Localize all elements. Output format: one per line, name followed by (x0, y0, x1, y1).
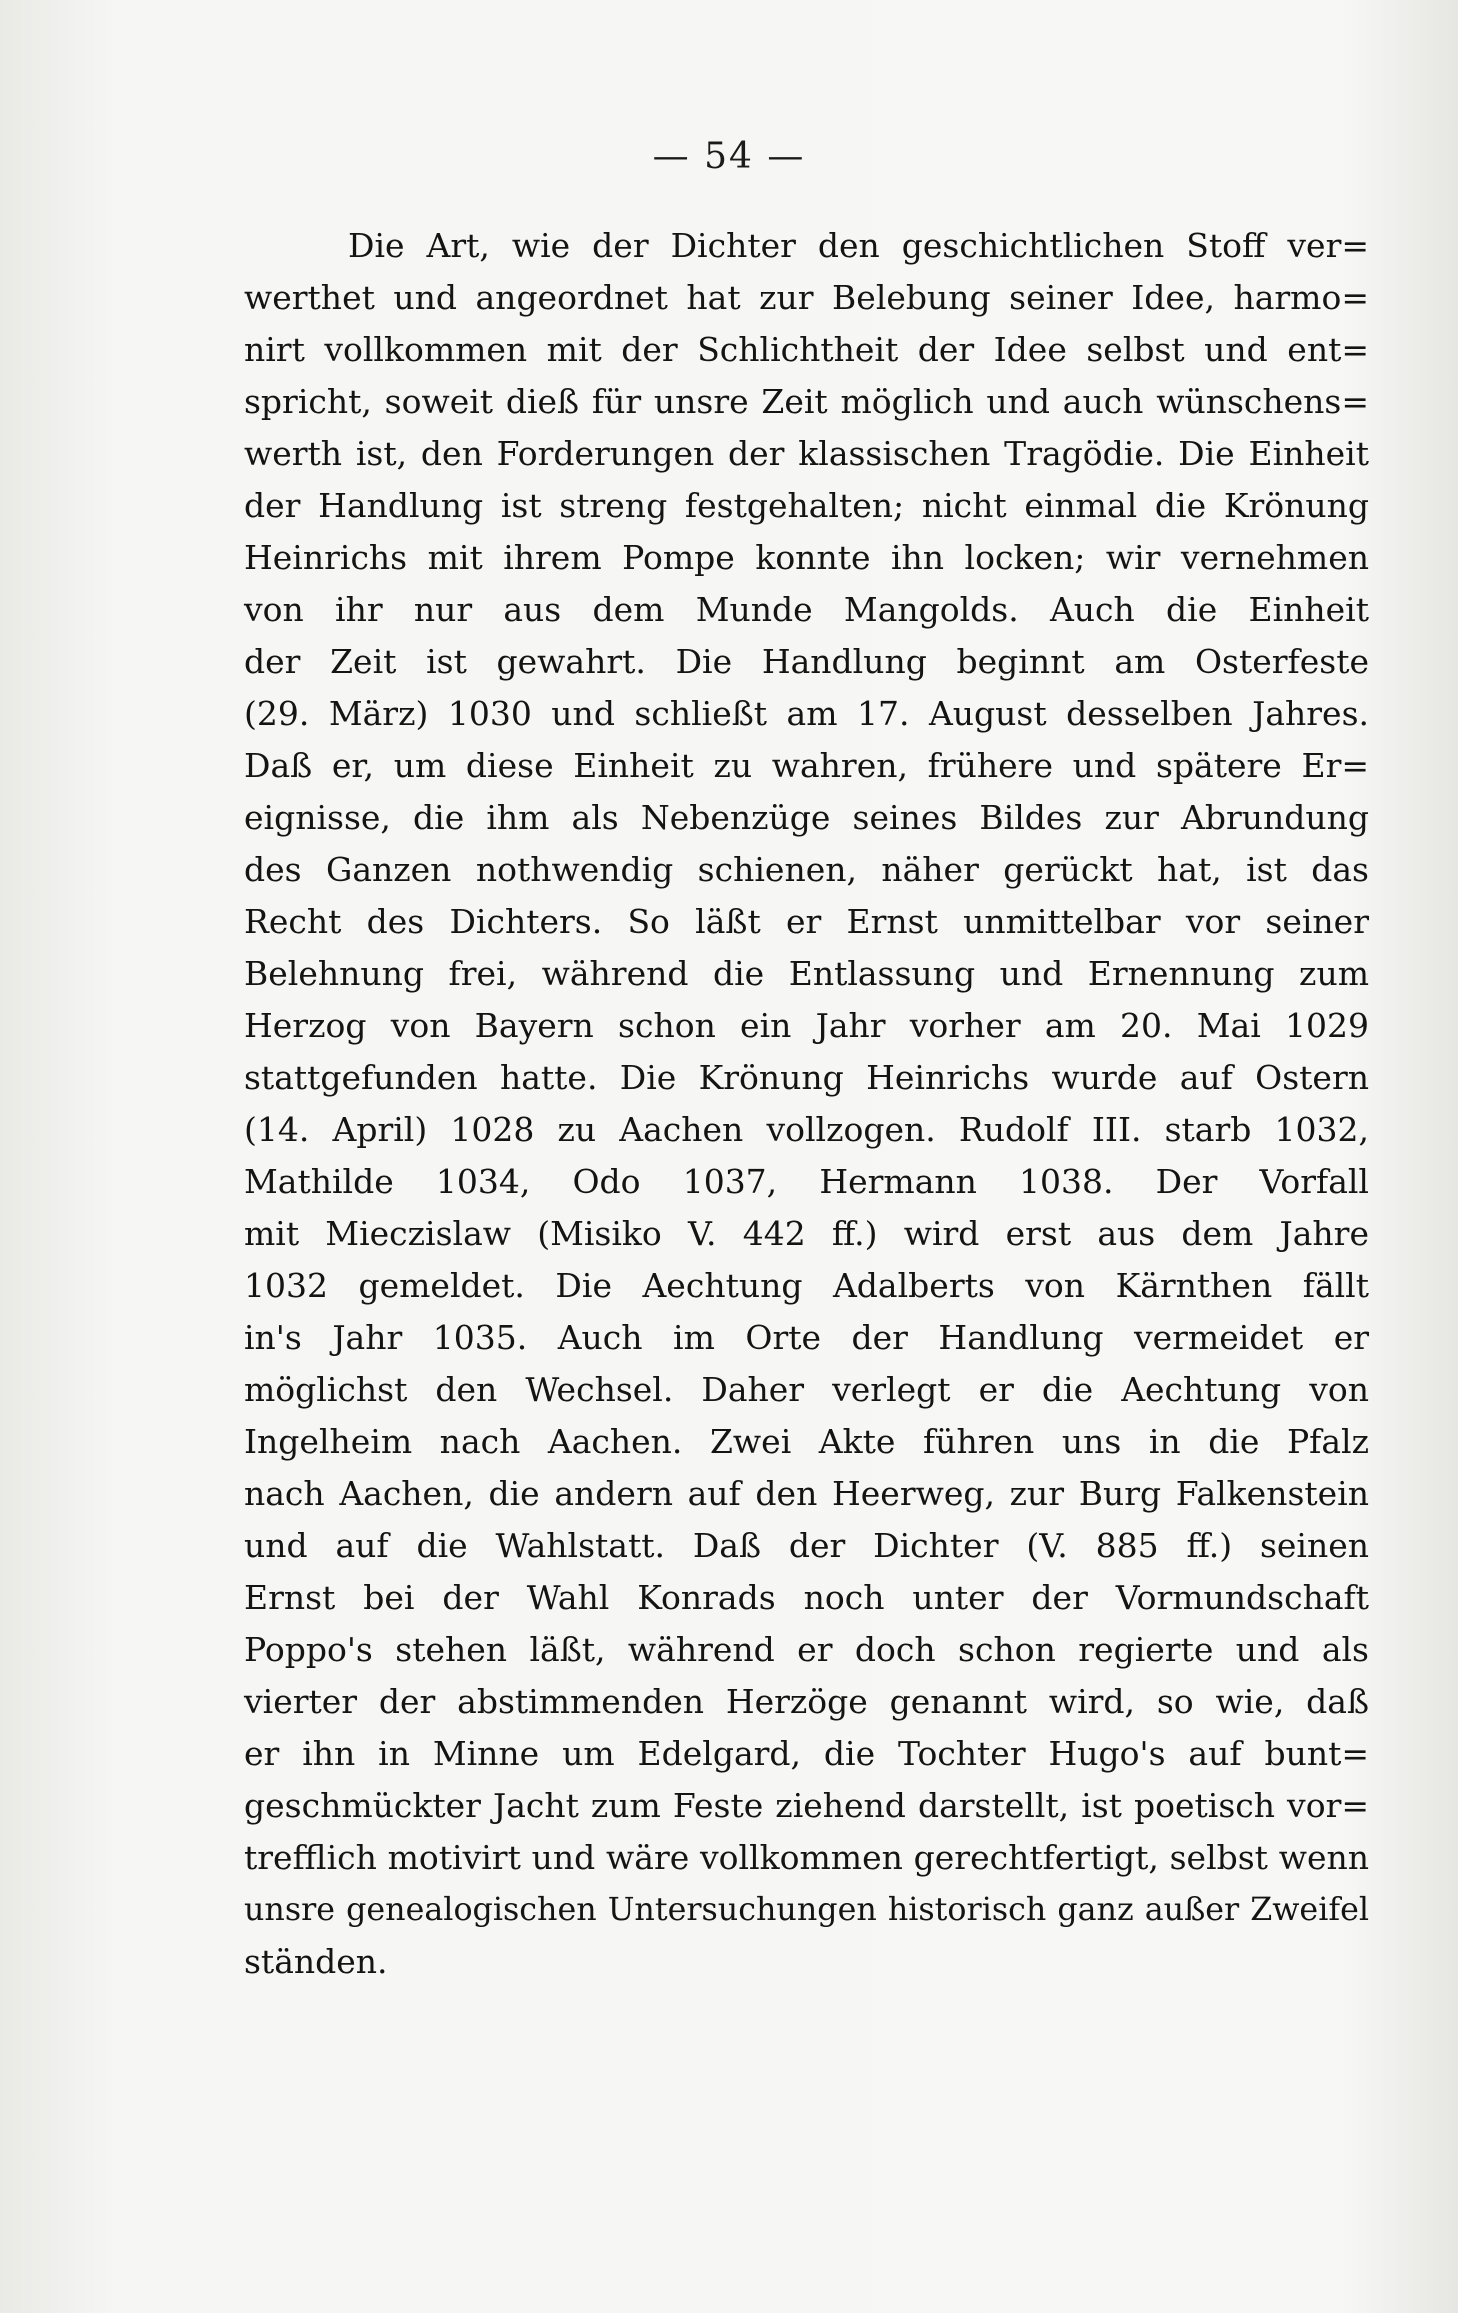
text-line: Die Art, wie der Dichter den geschichtlichen Stoff ver= (348, 226, 1369, 265)
text-line: spricht, soweit dieß für unsre Zeit möglich und auch wünschens= (244, 382, 1369, 421)
text-line: Herzog von Bayern schon ein Jahr vorher am 20. Mai 1029 (244, 1006, 1369, 1045)
text-line: Daß er, um diese Einheit zu wahren, frühere und spätere Er= (244, 746, 1369, 785)
text-line: trefflich motivirt und wäre vollkommen gerechtfertigt, selbst wenn (244, 1838, 1369, 1877)
text-line: (14. April) 1028 zu Aachen vollzogen. Rudolf III. starb 1032, (244, 1110, 1369, 1149)
text-line: Ingelheim nach Aachen. Zwei Akte führen uns in die Pfalz (244, 1422, 1369, 1461)
text-line: Poppo's stehen läßt, während er doch schon regierte und als (244, 1630, 1369, 1669)
text-line: (29. März) 1030 und schließt am 17. August desselben Jahres. (244, 694, 1369, 733)
text-line: in's Jahr 1035. Auch im Orte der Handlung vermeidet er (244, 1318, 1369, 1357)
text-line: mit Mieczislaw (Misiko V. 442 ff.) wird erst aus dem Jahre (244, 1214, 1369, 1253)
text-line: eignisse, die ihm als Nebenzüge seines Bildes zur Abrundung (244, 798, 1369, 837)
text-line: nirt vollkommen mit der Schlichtheit der Idee selbst und ent= (244, 330, 1369, 369)
text-line: Mathilde 1034, Odo 1037, Hermann 1038. Der Vorfall (244, 1162, 1369, 1201)
text-line: er ihn in Minne um Edelgard, die Tochter Hugo's auf bunt= (244, 1734, 1369, 1773)
text-line: der Handlung ist streng festgehalten; nicht einmal die Krönung (244, 486, 1369, 525)
text-line: Recht des Dichters. So läßt er Ernst unmittelbar vor seiner (244, 902, 1369, 941)
text-line: werthet und angeordnet hat zur Belebung seiner Idee, harmo= (244, 278, 1369, 317)
text-line: geschmückter Jacht zum Feste ziehend darstellt, ist poetisch vor= (244, 1786, 1369, 1825)
page-number: — 54 — (652, 136, 806, 177)
text-line: werth ist, den Forderungen der klassischen Tragödie. Die Einheit (244, 434, 1369, 473)
text-line: 1032 gemeldet. Die Aechtung Adalberts von Kärnthen fällt (244, 1266, 1369, 1305)
text-line: des Ganzen nothwendig schienen, näher gerückt hat, ist das (244, 850, 1369, 889)
text-line: von ihr nur aus dem Munde Mangolds. Auch die Einheit (244, 590, 1369, 629)
text-line: unsre genealogischen Untersuchungen historisch ganz außer Zweifel (244, 1892, 1369, 1928)
text-line: Ernst bei der Wahl Konrads noch unter der Vormundschaft (244, 1578, 1369, 1617)
text-line: Heinrichs mit ihrem Pompe konnte ihn locken; wir vernehmen (244, 538, 1369, 577)
text-line: nach Aachen, die andern auf den Heerweg, zur Burg Falkenstein (244, 1474, 1369, 1513)
text-line: ständen. (244, 1942, 388, 1981)
text-line: möglichst den Wechsel. Daher verlegt er die Aechtung von (244, 1370, 1369, 1409)
body-text (244, 220, 1369, 1988)
text-line: Belehnung frei, während die Entlassung und Ernennung zum (244, 954, 1369, 993)
text-line: der Zeit ist gewahrt. Die Handlung beginnt am Osterfeste (244, 642, 1369, 681)
text-line: und auf die Wahlstatt. Daß der Dichter (V. 885 ff.) seinen (244, 1526, 1369, 1565)
text-line: vierter der abstimmenden Herzöge genannt wird, so wie, daß (244, 1682, 1369, 1721)
text-line: stattgefunden hatte. Die Krönung Heinrichs wurde auf Ostern (244, 1058, 1369, 1097)
